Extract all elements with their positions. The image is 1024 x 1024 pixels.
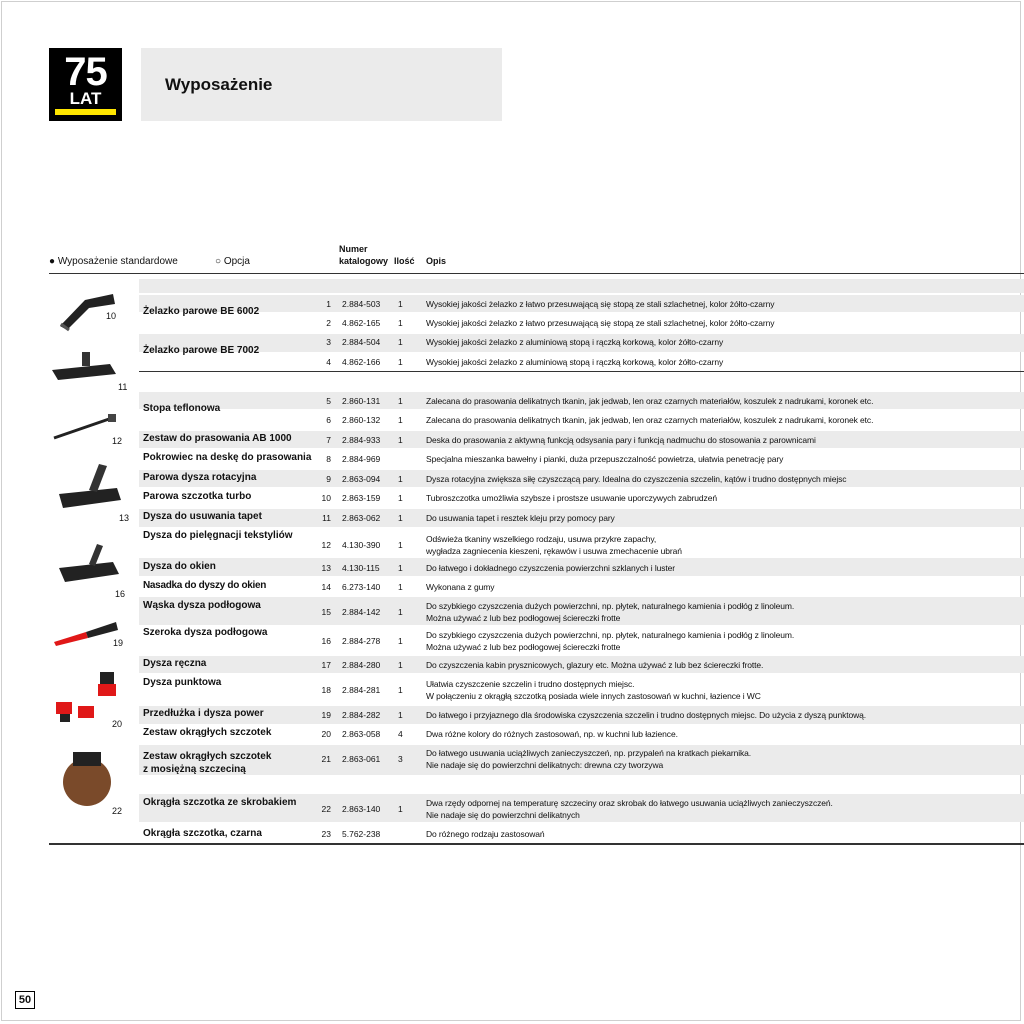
quantity: 1	[398, 582, 403, 592]
row-number: 22	[321, 804, 331, 814]
quantity: 1	[398, 607, 403, 617]
product-name: Nasadka do dyszy do okien	[143, 580, 267, 591]
header-rule	[49, 273, 1024, 274]
title-box	[141, 48, 502, 121]
catalog-number: 2.863-061	[342, 754, 381, 764]
catalog-number: 2.860-132	[342, 415, 381, 425]
catalog-number: 2.863-058	[342, 729, 381, 739]
description-line: Dwa rzędy odpornej na temperaturę szczeciny oraz skrobak do łatwego usuwania uciążliwych zanieczyszczeń.	[426, 798, 833, 808]
row-number: 8	[326, 454, 331, 464]
catalog-number: 2.863-062	[342, 513, 381, 523]
row-number: 4	[326, 357, 331, 367]
catalog-number: 4.130-115	[342, 563, 380, 573]
row-number: 2	[326, 318, 331, 328]
product-name: Okrągła szczotka, czarna	[143, 828, 262, 839]
hand-nozzle-icon	[55, 460, 125, 515]
catalog-number: 2.860-131	[342, 396, 381, 406]
image-label: 16	[115, 589, 126, 599]
catalog-number: 2.884-281	[342, 685, 381, 695]
row-number: 17	[321, 660, 331, 670]
catalog-number: 2.884-278	[342, 636, 381, 646]
description-line: Do łatwego usuwania uciążliwych zanieczyszczeń, np. przypaleń na kratkach piekarnika.	[426, 748, 752, 758]
description-line: Wysokiej jakości żelazko z aluminiową stopą i rączką korkową, kolor żółto-czarny	[426, 337, 724, 347]
row-number: 15	[321, 607, 331, 617]
row-number: 11	[322, 513, 331, 523]
catalog-number: 2.884-142	[342, 607, 381, 617]
quantity: 1	[398, 435, 403, 445]
product-name: Dysza do okien	[143, 561, 216, 572]
product-name: Żelazko parowe BE 7002	[143, 345, 260, 356]
row-number: 5	[326, 396, 331, 406]
catalog-number: 4.862-165	[342, 318, 381, 328]
product-name: Parowa szczotka turbo	[143, 491, 252, 502]
description-line: Dwa różne kolory do różnych zastosowań, np. w kuchni lub łazience.	[426, 729, 678, 739]
row-number: 12	[321, 540, 331, 550]
row-number: 7	[326, 435, 331, 445]
quantity: 1	[398, 563, 403, 573]
product-name: Zestaw okrągłych szczotek	[143, 751, 272, 762]
description-line: Do szybkiego czyszczenia dużych powierzchni, np. płytek, naturalnego kamienia i podłóg z linoleum.	[426, 630, 795, 640]
description-line: wygładza zagniecenia kieszeni, rękawów i usuwa zmechacenie ubrań	[426, 546, 682, 556]
description-line: Wysokiej jakości żelazko z aluminiową stopą i rączką korkową, kolor żółto-czarny	[426, 357, 724, 367]
image-label: 22	[112, 806, 123, 816]
product-name: Zestaw do prasowania AB 1000	[143, 433, 292, 444]
description-line: Tubroszczotka umożliwia szybsze i prostsze usuwanie uporczywych zabrudzeń	[426, 493, 717, 503]
product-name: Przedłużka i dysza power	[143, 708, 264, 719]
quantity: 1	[398, 396, 403, 406]
catalog-number: 2.884-969	[342, 454, 381, 464]
floor-nozzle-icon	[55, 540, 125, 590]
description-line: Można używać z lub bez podłogowej ściereczki frotte	[426, 613, 621, 623]
image-label: 12	[112, 436, 123, 446]
quantity: 1	[398, 415, 403, 425]
row-number: 21	[321, 754, 331, 764]
product-name: Pokrowiec na deskę do prasowania	[143, 452, 312, 463]
logo-number: 75	[64, 50, 107, 94]
row-number: 1	[326, 299, 331, 309]
product-name: z mosiężną szczeciną	[143, 764, 246, 775]
quantity: 1	[398, 337, 403, 347]
description-line: Można używać z lub bez podłogowej ściereczki frotte	[426, 642, 621, 652]
logo-sub: LAT	[69, 89, 102, 108]
quantity: 1	[398, 318, 403, 328]
description-line: Do łatwego i przyjaznego dla środowiska czyszczenia szczelin i trudno dostępnych miejsc. Do użycia z dyszą punktową.	[426, 710, 867, 720]
description-line: Wysokiej jakości żelazko z łatwo przesuwającą się stopą ze stali szlachetnej, kolor żółto-czarny	[426, 318, 775, 328]
description-line: Do usuwania tapet i resztek kleju przy pomocy pary	[426, 513, 615, 523]
quantity: 3	[398, 754, 403, 764]
table-end-rule	[49, 843, 1024, 845]
catalog-number: 4.130-390	[342, 540, 381, 550]
quantity: 1	[398, 540, 403, 550]
catalog-number: 2.884-504	[342, 337, 381, 347]
header-catalog-line2: katalogowy	[339, 256, 389, 266]
description-line: Nie nadaje się do powierzchni delikatnych	[426, 810, 580, 820]
header-catalog-line1: Numer	[339, 244, 368, 254]
quantity: 1	[398, 685, 403, 695]
image-label: 11	[118, 382, 128, 392]
image-label: 13	[119, 513, 130, 523]
description-line: Do łatwego i dokładnego czyszczenia powierzchni szklanych i luster	[426, 563, 675, 573]
product-name: Okrągła szczotka ze skrobakiem	[143, 797, 297, 808]
product-name: Zestaw okrągłych szczotek	[143, 727, 272, 738]
description-line: W połączeniu z okrągłą szczotką posiada wiele innych zastosowań w kuchni, łazience i WC	[426, 691, 761, 701]
image-label: 20	[112, 719, 123, 729]
quantity: 1	[398, 299, 403, 309]
header-qty: Ilość	[394, 256, 415, 266]
description-line: Do szybkiego czyszczenia dużych powierzchni, np. płytek, naturalnego kamienia i podłóg z linoleum.	[426, 601, 795, 611]
page-number: 50	[15, 991, 35, 1009]
quantity: 1	[398, 474, 403, 484]
row-number: 9	[326, 474, 331, 484]
quantity: 1	[398, 804, 403, 814]
product-name: Szeroka dysza podłogowa	[143, 627, 268, 638]
product-name: Dysza do usuwania tapet	[143, 511, 262, 522]
quantity: 4	[398, 729, 403, 739]
quantity: 1	[398, 493, 403, 503]
description-line: Wykonana z gumy	[426, 582, 495, 592]
description-line: Do czyszczenia kabin prysznicowych, glazury etc. Można używać z lub bez ściereczki frotte.	[426, 660, 764, 670]
quantity: 1	[398, 357, 403, 367]
product-name: Stopa teflonowa	[143, 403, 221, 414]
row-number: 14	[321, 582, 331, 592]
brass-brush-icon	[55, 750, 120, 810]
description-line: Zalecana do prasowania delikatnych tkanin, jak jedwab, len oraz czarnych materiałów, koszulek z nadrukami, koronek etc.	[426, 396, 874, 406]
description-line: Zalecana do prasowania delikatnych tkanin, jak jedwab, len oraz czarnych materiałów, koszulek z nadrukami, koronek etc.	[426, 415, 874, 425]
row-number: 16	[321, 636, 331, 646]
header-desc: Opis	[426, 256, 447, 266]
row-number: 19	[321, 710, 331, 720]
row-number: 23	[321, 829, 331, 839]
product-name: Dysza punktowa	[143, 677, 222, 688]
catalog-number: 2.863-159	[342, 493, 381, 503]
catalog-number: 2.884-280	[342, 660, 381, 670]
row-number: 18	[321, 685, 331, 695]
description-line: Nie nadaje się do powierzchni delikatnych: drewna czy tworzywa	[426, 760, 664, 770]
image-label: 10	[106, 311, 117, 321]
description-line: Odświeża tkaniny wszelkiego rodzaju, usuwa przykre zapachy,	[426, 534, 657, 544]
product-name: Żelazko parowe BE 6002	[143, 306, 260, 317]
catalog-number: 6.273-140	[342, 582, 381, 592]
catalog-number: 2.884-933	[342, 435, 381, 445]
catalog-number: 2.884-503	[342, 299, 381, 309]
anniversary-logo	[49, 48, 122, 121]
wallpaper-nozzle-icon	[50, 348, 120, 383]
row-number: 20	[321, 729, 331, 739]
product-name: Dysza do pielęgnacji tekstyliów	[143, 530, 293, 541]
logo-bar	[55, 109, 116, 115]
quantity: 1	[398, 513, 403, 523]
catalog-number: 5.762-238	[342, 829, 381, 839]
description-line: Dysza rotacyjna zwiększa siłę czyszczącą pary. Idealna do czyszczenia szczelin, kątów i trudno dostępnych miejsc	[426, 474, 847, 484]
legend-option: ○ Opcja	[215, 256, 250, 267]
product-name: Dysza ręczna	[143, 658, 207, 669]
row-number: 13	[321, 563, 331, 573]
iron-section-rule	[139, 371, 1024, 372]
description-line: Wysokiej jakości żelazko z łatwo przesuwającą się stopą ze stali szlachetnej, kolor żółto-czarny	[426, 299, 775, 309]
row-number: 3	[326, 337, 331, 347]
quantity: 1	[398, 710, 403, 720]
description-line: Do różnego rodzaju zastosowań	[426, 829, 545, 839]
page-title: Wyposażenie	[165, 75, 273, 94]
description-line: Ułatwia czyszczenie szczelin i trudno dostępnych miejsc.	[426, 679, 635, 689]
description-line: Specjalna mieszanka bawełny i pianki, duża przepuszczalność powietrza, ułatwia penetrację pary	[426, 454, 784, 464]
image-label: 19	[113, 638, 124, 648]
legend-standard: ● Wyposażenie standardowe	[49, 256, 178, 267]
row-number: 10	[321, 493, 331, 503]
catalog-number: 4.862-166	[342, 357, 381, 367]
quantity: 1	[398, 660, 403, 670]
product-name: Parowa dysza rotacyjna	[143, 472, 257, 483]
catalog-number: 2.884-282	[342, 710, 381, 720]
spot-nozzle-icon	[52, 618, 122, 648]
catalog-number: 2.863-140	[342, 804, 381, 814]
row-number: 6	[326, 415, 331, 425]
catalog-number: 2.863-094	[342, 474, 381, 484]
product-name: Wąska dysza podłogowa	[143, 600, 261, 611]
quantity: 1	[398, 636, 403, 646]
row-band	[139, 279, 1024, 293]
description-line: Deska do prasowania z aktywną funkcją odsysania pary i funkcją nadmuchu do stosowania z parownicami	[426, 435, 816, 445]
